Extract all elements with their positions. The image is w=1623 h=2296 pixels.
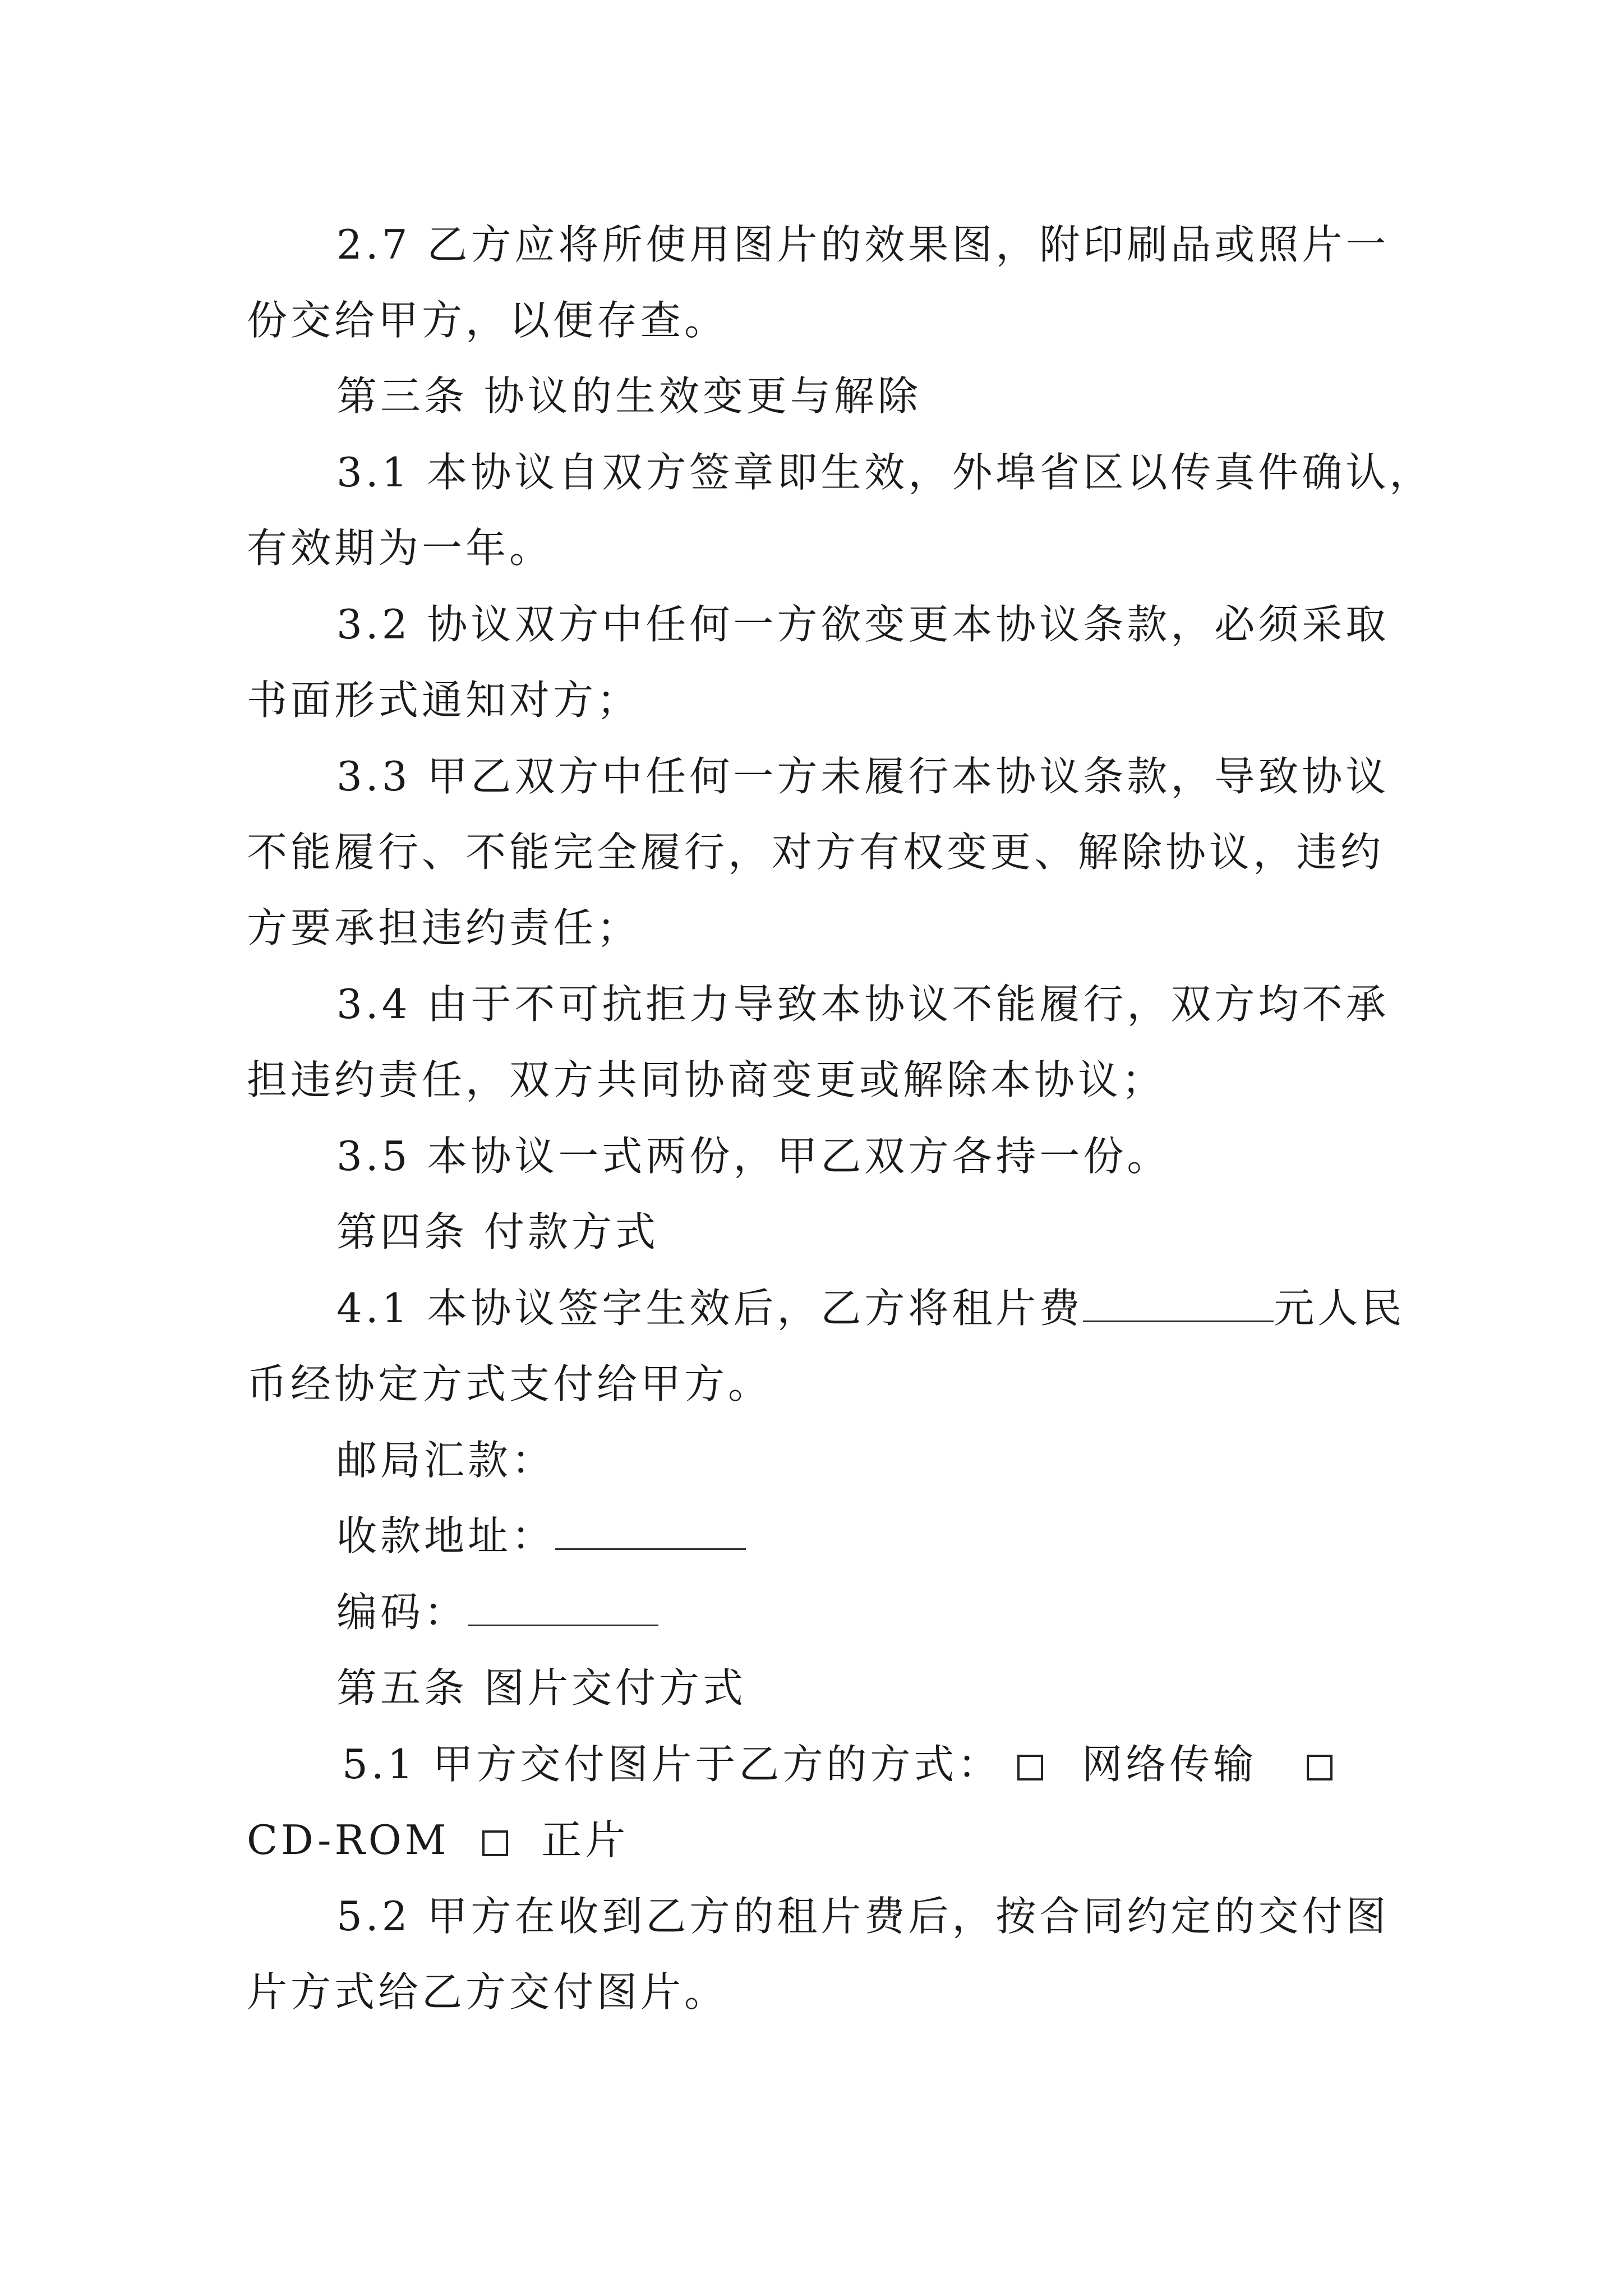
paragraph-3-1-line-2: 有效期为一年。 [247,524,554,572]
paragraph-2-7-line-1: 2.7 乙方应将所使用图片的效果图，附印刷品或照片一 [336,221,1390,268]
paragraph-4-1-line-2: 币经协定方式支付给甲方。 [247,1360,772,1407]
postal-code-row [336,1589,658,1636]
cdrom-option-checkbox[interactable] [1307,1755,1332,1780]
payee-address-row [336,1512,746,1559]
payee-address-label: 收款地址： [336,1512,556,1559]
paragraph-3-5: 3.5 本协议一式两份，甲乙双方各持一份。 [336,1133,1171,1180]
network-option-label: 网络传输 [1082,1741,1257,1788]
network-option-checkbox[interactable] [1017,1755,1043,1780]
paragraph-3-3-line-2: 不能履行、不能完全履行，对方有权变更、解除协议，违约 [247,829,1385,876]
paragraph-3-3-line-1: 3.3 甲乙双方中任何一方未履行本协议条款，导致协议 [336,753,1390,800]
paragraph-2-7-line-2: 份交给甲方，以便存查。 [247,297,728,344]
paragraph-3-3-line-3: 方要承担违约责任； [247,904,641,951]
paragraph-5-2-line-2: 片方式给乙方交付图片。 [247,1968,728,2016]
paragraph-4-1-line-1 [336,1285,1405,1332]
paragraph-3-1-line-1: 3.1 本协议自双方签章即生效，外埠省区以传真件确认， [336,449,1433,496]
paragraph-5-1-line-1 [342,1741,1332,1788]
paragraph-3-2-line-2: 书面形式通知对方； [247,677,641,724]
paragraph-3-4-line-2: 担违约责任，双方共同协商变更或解除本协议； [247,1056,1166,1103]
postal-code-label: 编码： [336,1589,468,1636]
transparency-option-checkbox[interactable] [482,1830,508,1856]
paragraph-5-2-line-1: 5.2 甲方在收到乙方的租片费后，按合同约定的交付图 [336,1893,1390,1940]
cdrom-option-label: CD-ROM [247,1816,450,1864]
paragraph-3-4-line-1: 3.4 由于不可抗拒力导致本协议不能履行，双方均不承 [336,981,1390,1028]
transparency-option-label: 正片 [541,1816,629,1864]
paragraph-3-2-line-1: 3.2 协议双方中任何一方欲变更本协议条款，必须采取 [336,601,1390,648]
rent-fee-blank [1083,1315,1274,1322]
paragraph-4-1-unit: 元人民 [1274,1285,1405,1332]
postal-code-blank [468,1619,658,1626]
section-3-heading: 第三条 协议的生效变更与解除 [336,372,921,420]
paragraph-4-1-text: 4.1 本协议签字生效后，乙方将租片费 [336,1285,1083,1332]
postal-remittance-label: 邮局汇款： [336,1437,556,1484]
payee-address-blank [555,1543,746,1550]
paragraph-5-1-text: 5.1 甲方交付图片于乙方的方式： [342,1741,1002,1788]
section-5-heading: 第五条 图片交付方式 [336,1664,746,1711]
section-4-heading: 第四条 付款方式 [336,1208,659,1255]
paragraph-5-1-line-2 [247,1816,629,1864]
